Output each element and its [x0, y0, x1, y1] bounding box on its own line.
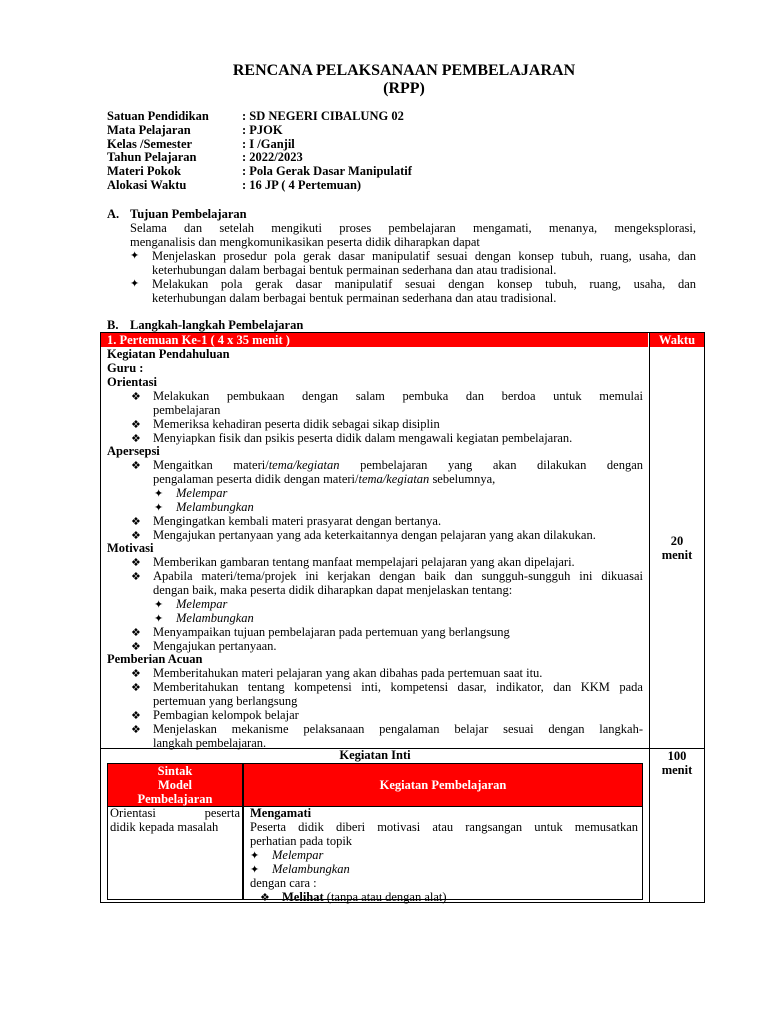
identity-label: Satuan Pendidikan [107, 109, 209, 123]
star-arrow-icon: ✦ [250, 849, 260, 862]
diamond-bullet-icon: ❖ [131, 556, 141, 569]
identity-table [107, 110, 412, 193]
text-run: tema/kegiatan [268, 458, 340, 472]
star-arrow-icon: ✦ [154, 487, 164, 500]
sub-item-text: Melambungkan [176, 500, 254, 514]
diamond-bullet-icon: ❖ [131, 570, 141, 583]
diamond-bullet-icon: ❖ [131, 626, 141, 639]
meeting-header: 1. Pertemuan Ke-1 ( 4 x 35 menit ) [101, 333, 648, 347]
item-text: pembelajaran [153, 402, 221, 417]
orientasi-heading: Orientasi [107, 375, 157, 389]
goal-item [130, 249, 696, 277]
item-text: Pembagian kelompok belajar [153, 708, 299, 722]
item-text: Apabila materi/tema/projek ini kerjakan dengan baik dan sungguh-sungguh ini dikuasai [153, 569, 643, 583]
goal-intro-line: menganalisis dan mengkomunikasikan peserta didik diharapkan dapat [130, 235, 480, 249]
identity-row [107, 151, 412, 165]
activity-text: dengan cara : [250, 876, 317, 890]
time-unit: menit [661, 548, 693, 562]
goal-text: keterhubungan dalam berbagai bentuk permainan sederhana dan atau tradisional. [152, 263, 557, 277]
acuan-item [131, 709, 643, 723]
section-letter: A. [107, 207, 120, 221]
section-title: Langkah-langkah Pembelajaran [130, 318, 304, 332]
learning-steps-table [100, 332, 705, 903]
sub-item [250, 863, 550, 877]
item-text: dengan baik, maka peserta didik diharapkan dapat menjelaskan tentang: [153, 582, 513, 597]
section-title: Tujuan Pembelajaran [130, 207, 247, 221]
goal-text: keterhubungan dalam berbagai bentuk permainan sederhana dan atau tradisional. [152, 291, 557, 305]
item-text [153, 473, 643, 487]
core-activity-table [107, 763, 643, 904]
item-text: pertemuan yang berlangsung [153, 693, 298, 708]
syntax-text: Orientasi peserta [110, 806, 240, 820]
text-run: pembelajaran yang akan dilakukan dengan [339, 458, 643, 472]
text-run: (tanpa atau dengan alat) [323, 890, 447, 904]
identity-row [107, 165, 412, 179]
time-header: Waktu [650, 333, 704, 347]
identity-value: : 2022/2023 [242, 150, 303, 165]
header-line: Pembelajaran [137, 792, 213, 806]
item-text [153, 459, 643, 473]
identity-label: Mata Pelajaran [107, 122, 191, 137]
star-arrow-icon: ✦ [154, 612, 164, 625]
diamond-bullet-icon: ❖ [131, 667, 141, 680]
star-arrow-icon: ✦ [154, 501, 164, 514]
identity-label: Alokasi Waktu [107, 177, 187, 192]
document-subtitle: (RPP) [383, 80, 425, 97]
diamond-bullet-icon: ❖ [131, 418, 141, 431]
acuan-heading: Pemberian Acuan [107, 652, 203, 666]
syntax-text: didik kepada masalah [110, 820, 219, 834]
column-divider [242, 764, 244, 899]
time-unit: menit [661, 763, 693, 777]
diamond-bullet-icon: ❖ [131, 723, 141, 736]
header-line: Model [157, 778, 193, 792]
star-arrow-icon: ✦ [130, 277, 140, 290]
diamond-bullet-icon: ❖ [131, 432, 141, 445]
diamond-bullet-icon: ❖ [131, 515, 141, 528]
sub-item [154, 612, 554, 626]
item-text: Mengajukan pertanyaan. [153, 639, 277, 653]
acuan-item [131, 681, 643, 709]
goal-text: Melakukan pola gerak dasar manipulatif sesuai dengan konsep tubuh, ruang, usaha, dan [152, 277, 696, 291]
section-letter: B. [107, 318, 119, 332]
motivasi-item [131, 556, 643, 570]
diamond-bullet-icon: ❖ [131, 529, 141, 542]
column-divider [649, 333, 650, 902]
goal-intro-line: Selama dan setelah mengikuti proses pembelajaran mengamati, menanya, mengeksplorasi, [130, 221, 696, 235]
identity-row [107, 124, 412, 138]
diamond-bullet-icon: ❖ [260, 891, 270, 904]
mengamati-heading: Mengamati [250, 806, 312, 820]
time-value: 100 [667, 749, 687, 763]
item-text: Memeriksa kehadiran peserta didik sebagai sikap disiplin [153, 417, 440, 431]
text-run: tema/kegiatan [358, 471, 430, 486]
sub-item-text: Melambungkan [272, 862, 350, 876]
section-b-heading [107, 318, 303, 332]
motivasi-item [131, 640, 643, 654]
identity-row [107, 138, 412, 152]
melihat-item [260, 891, 560, 905]
motivasi-heading: Motivasi [107, 541, 154, 555]
star-arrow-icon: ✦ [154, 598, 164, 611]
item-text: Mengingatkan kembali materi prasyarat dengan bertanya. [153, 514, 442, 528]
sub-item [154, 487, 554, 501]
motivasi-item [131, 570, 643, 598]
item-text: Menyampaikan tujuan pembelajaran pada pertemuan yang berlangsung [153, 625, 510, 639]
identity-value: : SD NEGERI CIBALUNG 02 [242, 109, 404, 123]
star-arrow-icon: ✦ [250, 863, 260, 876]
text-run: pengalaman peserta didik dengan materi/ [153, 471, 359, 486]
acuan-item [131, 723, 643, 751]
guru-label: Guru : [107, 361, 144, 375]
item-text: Memberitahukan tentang kompetensi inti, kompetensi dasar, indikator, dan KKM pada [153, 680, 643, 694]
item-text: Memberitahukan materi pelajaran yang akan dibahas pada pertemuan saat itu. [153, 666, 543, 680]
apersepsi-item [131, 515, 643, 529]
document-title: RENCANA PELAKSANAAN PEMBELAJARAN [232, 62, 576, 79]
activity-text: perhatian pada topik [250, 834, 353, 848]
item-text: Menjelaskan mekanisme pelaksanaan pengalaman belajar sesuai dengan langkah- [153, 722, 643, 736]
apersepsi-item [131, 459, 643, 487]
goal-item [130, 277, 696, 305]
pendahuluan-heading: Kegiatan Pendahuluan [107, 347, 230, 361]
orientasi-item [131, 390, 643, 418]
item-text: Menyiapkan fisik dan psikis peserta didik dalam mengawali kegiatan pembelajaran. [153, 431, 573, 445]
header-line: Sintak [157, 764, 193, 778]
acuan-item [131, 667, 643, 681]
item-text [282, 891, 560, 905]
time-value: 20 [670, 534, 684, 548]
identity-row [107, 110, 412, 124]
kegiatan-inti-heading: Kegiatan Inti [339, 748, 411, 762]
identity-value: : I /Ganjil [242, 136, 295, 151]
diamond-bullet-icon: ❖ [131, 459, 141, 472]
diamond-bullet-icon: ❖ [131, 640, 141, 653]
syntax-header [108, 764, 242, 806]
sub-item-text: Melempar [272, 848, 324, 862]
text-run: Mengaitkan materi/ [153, 458, 269, 472]
text-run: Melihat [282, 890, 324, 904]
item-text: Melakukan pembukaan dengan salam pembuka dan berdoa untuk memulai [153, 389, 643, 403]
item-text: Mengajukan pertanyaan yang ada keterkaitannya dengan pelajaran yang akan dilakukan. [153, 528, 596, 542]
sub-item-text: Melempar [176, 486, 228, 500]
identity-row [107, 179, 412, 193]
identity-label: Kelas /Semester [107, 136, 193, 151]
identity-label: Materi Pokok [107, 164, 181, 179]
sub-item [154, 501, 554, 515]
sub-item-text: Melempar [176, 597, 228, 611]
activity-text: Peserta didik diberi motivasi atau rangsangan untuk memusatkan [250, 820, 638, 834]
sub-item-text: Melambungkan [176, 611, 254, 625]
section-a-heading [107, 207, 247, 221]
apersepsi-heading: Apersepsi [107, 444, 160, 458]
identity-label: Tahun Pelajaran [107, 150, 197, 165]
diamond-bullet-icon: ❖ [131, 390, 141, 403]
orientasi-item [131, 432, 643, 446]
diamond-bullet-icon: ❖ [131, 681, 141, 694]
item-text: Memberikan gambaran tentang manfaat mempelajari pelajaran yang akan dipelajari. [153, 555, 575, 569]
sub-item [250, 849, 550, 863]
identity-value: : 16 JP ( 4 Pertemuan) [242, 177, 362, 192]
identity-value: : PJOK [242, 122, 283, 137]
diamond-bullet-icon: ❖ [131, 709, 141, 722]
goal-text: Menjelaskan prosedur pola gerak dasar manipulatif sesuai dengan konsep tubuh, ruang, usaha, dan [152, 249, 696, 263]
star-arrow-icon: ✦ [130, 249, 140, 262]
identity-value: : Pola Gerak Dasar Manipulatif [242, 164, 412, 179]
apersepsi-item [131, 529, 646, 543]
orientasi-item [131, 418, 643, 432]
item-text: langkah pembelajaran. [153, 735, 267, 750]
motivasi-item [131, 626, 643, 640]
sub-item [154, 598, 554, 612]
text-run: sebelumnya, [429, 471, 496, 486]
activity-header: Kegiatan Pembelajaran [244, 764, 642, 806]
